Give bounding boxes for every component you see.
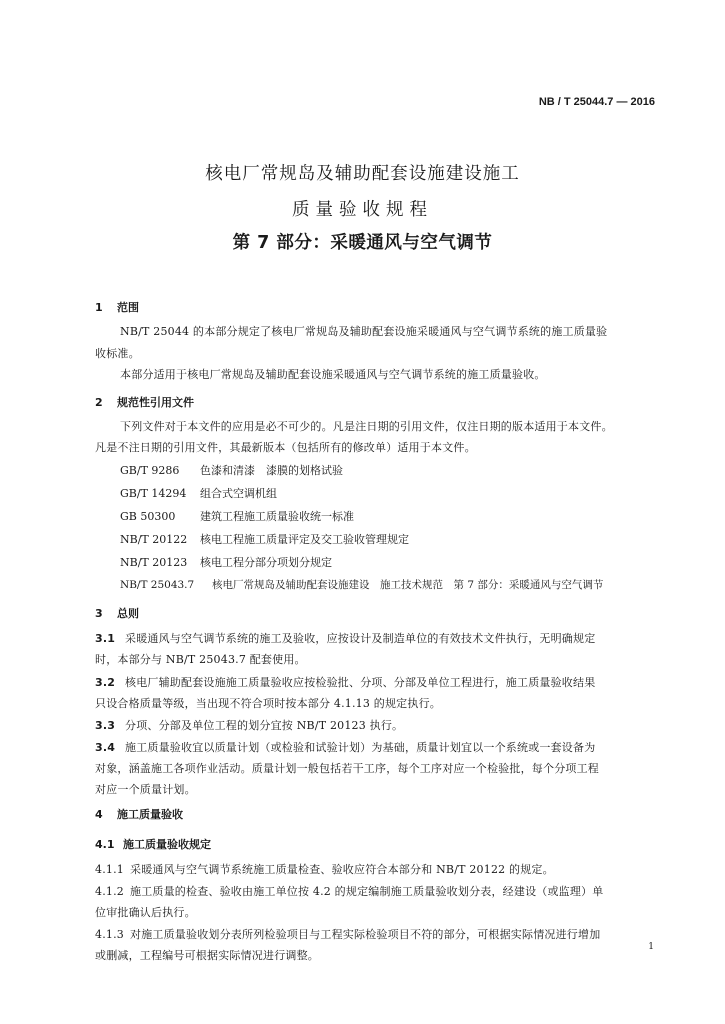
reference-item [120,508,354,524]
subsection-number: 4.1 [95,838,115,851]
reference-code: NB/T 20122 [120,533,188,546]
clause-continuation: 或删减，工程编号可根据实际情况进行调整。 [95,949,319,962]
reference-code: GB/T 9286 [120,464,180,477]
reference-code: NB/T 20123 [120,556,188,569]
reference-title: 核电厂常规岛及辅助配套设施建设 施工技术规范 第 7 部分：采暖通风与空气调节 [212,579,604,591]
clause-text: 采暖通风与空气调节系统施工质量检查、验收应符合本部分和 NB/T 20122 的规定。 [130,863,554,876]
reference-item [120,485,277,501]
reference-item [120,577,603,592]
clause-3-1 [95,630,595,646]
section-number: 4 [95,808,103,821]
page-number: 1 [648,942,654,952]
title-line-2: 质量验收规程 [292,200,433,220]
reference-item [120,554,332,570]
section-number: 3 [95,607,103,620]
reference-title: 组合式空调机组 [200,487,277,500]
clause-number: 3.2 [95,676,116,689]
subsection-4-1-heading [95,836,211,852]
reference-title: 核电工程分部分项划分规定 [200,556,332,569]
clause-number: 4.1.3 [95,928,124,941]
clause-continuation: 只设合格质量等级，当出现不符合项时按本部分 4.1.13 的规定执行。 [95,697,441,710]
reference-title: 建筑工程施工质量验收统一标准 [200,510,354,523]
paragraph: 本部分适用于核电厂常规岛及辅助配套设施采暖通风与空气调节系统的施工质量验收。 [120,368,546,381]
clause-3-2 [95,674,595,690]
section-title: 规范性引用文件 [117,396,194,409]
clause-text: 对施工质量验收划分表所列检验项目与工程实际检验项目不符的部分，可根据实际情况进行增加 [130,928,601,941]
clause-number: 4.1.1 [95,863,124,876]
clause-number: 3.1 [95,632,116,645]
reference-item [120,462,343,478]
section-4-heading [95,806,183,822]
clause-3-3 [95,717,403,733]
section-2-heading [95,394,194,410]
section-number: 2 [95,396,103,409]
clause-text: 分项、分部及单位工程的划分宜按 NB/T 20123 执行。 [125,719,404,732]
clause-continuation: 对象，涵盖施工各项作业活动。质量计划一般包括若干工序，每个工序对应一个检验批，每个分项工程 [95,762,599,775]
reference-code: GB 50300 [120,510,176,523]
section-number: 1 [95,301,103,314]
clause-text: 核电厂辅助配套设施施工质量验收应按检验批、分项、分部及单位工程进行，施工质量验收结果 [125,676,596,689]
subsection-title: 施工质量验收规定 [123,838,211,851]
paragraph-continuation: 凡是不注日期的引用文件，其最新版本（包括所有的修改单）适用于本文件。 [95,441,476,454]
clause-continuation: 时，本部分与 NB/T 25043.7 配套使用。 [95,653,306,666]
clause-number: 3.4 [95,741,116,754]
reference-code: NB/T 25043.7 [120,579,195,591]
title-line-1: 核电厂常规岛及辅助配套设施建设施工 [205,164,520,184]
clause-4-1-1 [95,861,554,877]
clause-4-1-2 [95,883,603,899]
paragraph: NB/T 25044 的本部分规定了核电厂常规岛及辅助配套设施采暖通风与空气调节系统的施工质量验 [120,325,608,338]
reference-title: 色漆和清漆 漆膜的划格试验 [200,464,343,477]
reference-item [120,531,409,547]
clause-3-4 [95,739,595,755]
clause-number: 4.1.2 [95,885,124,898]
clause-continuation: 对应一个质量计划。 [95,783,196,796]
title-part: 第 7 部分：采暖通风与空气调节 [232,233,493,253]
paragraph-continuation: 收标准。 [95,347,140,360]
clause-4-1-3 [95,926,600,942]
clause-text: 施工质量的检查、验收由施工单位按 4.2 的规定编制施工质量验收划分表，经建设（或监理）单 [130,885,604,898]
clause-number: 3.3 [95,719,116,732]
reference-title: 核电工程施工质量评定及交工验收管理规定 [200,533,409,546]
paragraph: 下列文件对于本文件的应用是必不可少的。凡是注日期的引用文件，仅注日期的版本适用于本文件。 [120,420,613,433]
clause-continuation: 位审批确认后执行。 [95,906,196,919]
clause-text: 采暖通风与空气调节系统的施工及验收，应按设计及制造单位的有效技术文件执行，无明确规定 [125,632,596,645]
standard-code: NB / T 25044.7 — 2016 [538,96,655,108]
section-1-heading [95,299,139,315]
section-title: 总则 [117,607,139,620]
section-title: 施工质量验收 [117,808,183,821]
section-title: 范围 [117,301,139,314]
section-3-heading [95,605,139,621]
clause-text: 施工质量验收宜以质量计划（或检验和试验计划）为基础，质量计划宜以一个系统或一套设备为 [125,741,596,754]
reference-code: GB/T 14294 [120,487,187,500]
